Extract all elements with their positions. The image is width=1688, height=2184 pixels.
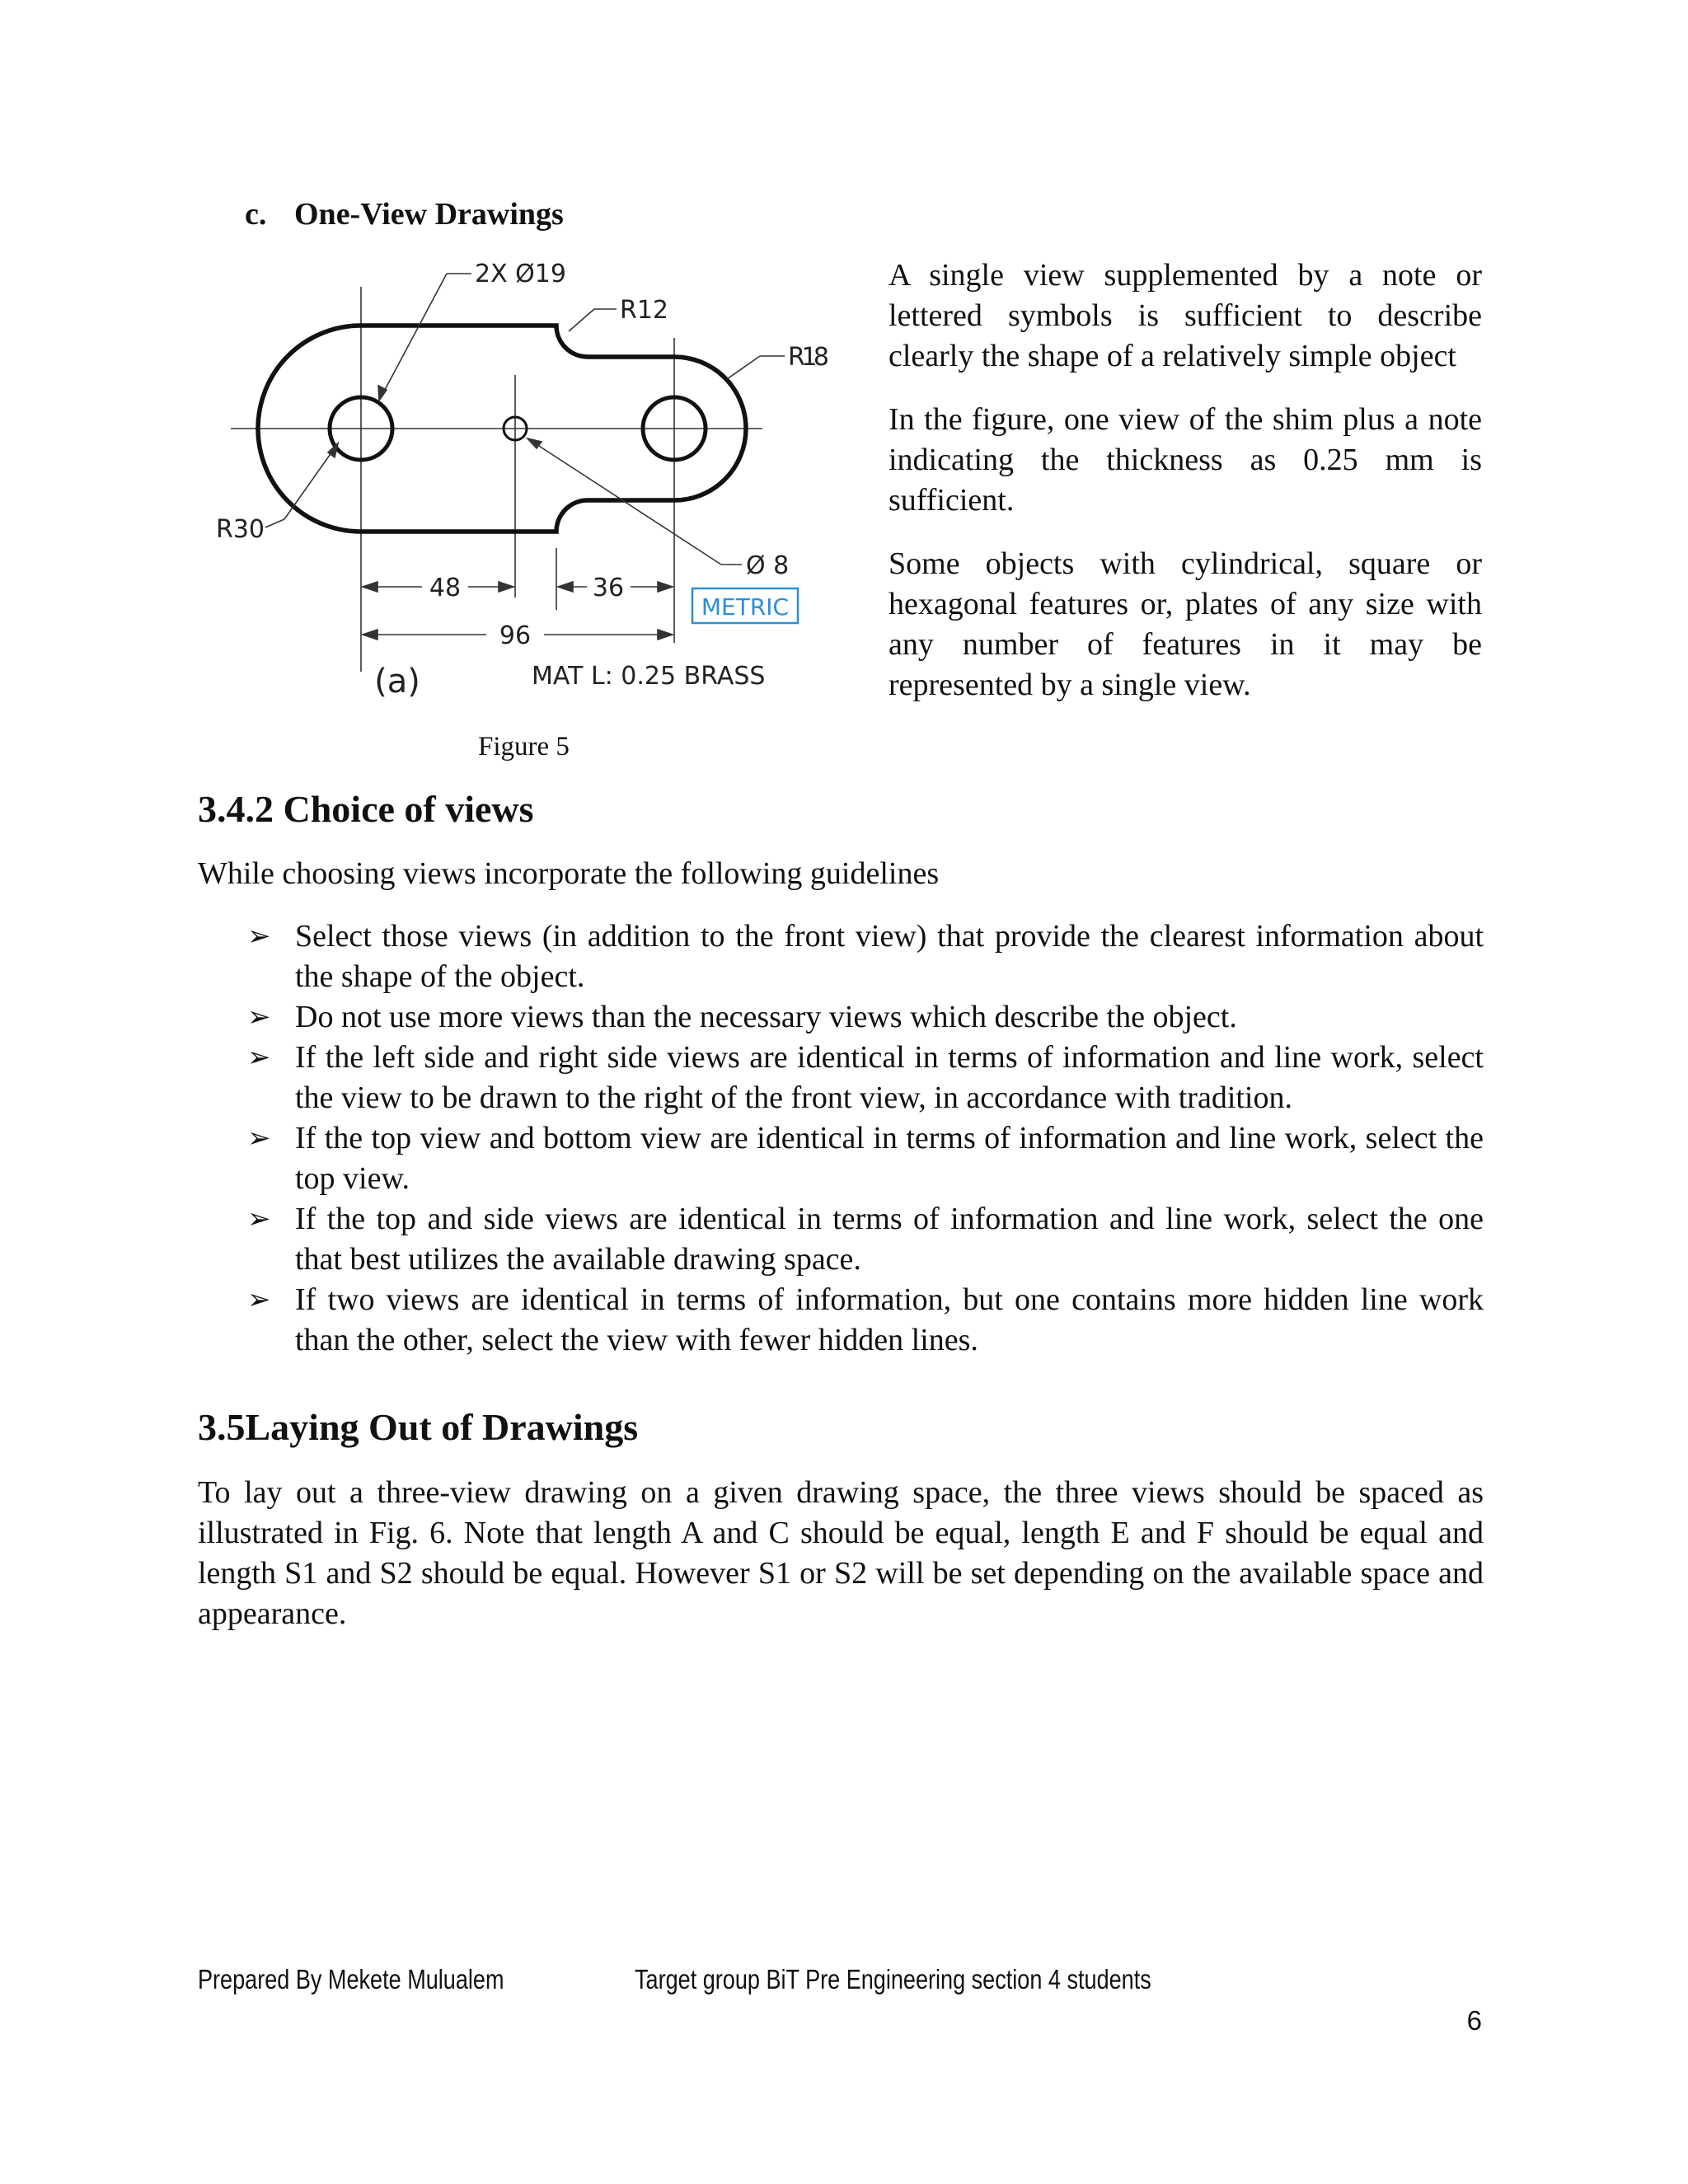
arrow-48-right <box>499 582 513 592</box>
arrow-bullet-icon: ➢ <box>247 1283 271 1316</box>
label-r18: R18 <box>788 343 829 372</box>
footer-author: Prepared By Mekete Mulualem <box>198 1964 504 1994</box>
centerlines <box>231 287 762 672</box>
guidelines-list <box>198 916 1484 1361</box>
arrow-96-right <box>658 630 673 640</box>
list-item <box>198 1038 1484 1118</box>
leader-holes <box>379 274 447 401</box>
label-holes: 2X Ø19 <box>475 260 566 288</box>
section-c-title: One-View Drawings <box>294 197 564 232</box>
arrow-bullet-icon: ➢ <box>247 1041 271 1074</box>
label-view-a: (a) <box>374 663 420 701</box>
section-35-paragraph: To lay out a three-view drawing on a given drawing space, the three views should be spaced as illustrated in Fig. 6. Note that length A and C should be equal, length E and F should be equal and length S1 and S2 should be equal. However S1 or S2 will be set depending on the available space and appearance. <box>198 1475 1484 1631</box>
label-r12: R12 <box>620 296 669 325</box>
section-342-heading: 3.4.2 Choice of views <box>198 788 534 830</box>
list-item <box>198 916 1484 997</box>
arrow-bullet-icon: ➢ <box>247 1001 271 1033</box>
arrow-36-right <box>658 582 673 592</box>
arrow-48-left <box>363 582 377 592</box>
arrow-bullet-icon: ➢ <box>247 920 271 953</box>
list-item <box>198 1199 1484 1280</box>
label-hole8: Ø 8 <box>746 551 790 580</box>
arrow-96-left <box>363 630 377 640</box>
figure-caption: Figure 5 <box>478 732 570 762</box>
side-paragraph-1: A single view supplemented by a note or lettered symbols is sufficient to describe clearly the shape of a relatively simple object <box>889 258 1482 373</box>
side-paragraph-3: Some objects with cylindrical, square or hexagonal features or, plates of any size with any number of features in it may be represented by a single view. <box>889 546 1482 702</box>
leader-r18 <box>727 356 760 379</box>
list-item-text: If two views are identical in terms of information, but one contains more hidden line work than the other, select the view with fewer hidden lines. <box>295 1282 1484 1357</box>
leader-r30-tail <box>265 519 284 527</box>
arrow-bullet-icon: ➢ <box>247 1202 271 1235</box>
list-item-text: Select those views (in addition to the front view) that provide the clearest information about the shape of the object. <box>295 919 1484 994</box>
list-item <box>198 1118 1484 1199</box>
arrow-36-left <box>558 582 573 592</box>
page-number: 6 <box>1466 2005 1482 2036</box>
leader-r30 <box>284 443 338 519</box>
footer-target-group: Target group BiT Pre Engineering section 4 students <box>635 1964 1151 1994</box>
list-item <box>198 997 1484 1038</box>
label-36: 36 <box>592 574 625 602</box>
leader-r12 <box>569 309 594 331</box>
list-item-text: If the top and side views are identical in terms of information and line work, select the one that best utilizes the available drawing space. <box>295 1202 1484 1277</box>
side-text <box>889 255 1482 729</box>
side-paragraph-2: In the figure, one view of the shim plus a note indicating the thickness as 0.25 mm is sufficient. <box>889 402 1482 518</box>
arrow-bullet-icon: ➢ <box>247 1122 271 1155</box>
label-96: 96 <box>499 621 532 650</box>
section-c-heading <box>245 196 564 232</box>
list-item-text: Do not use more views than the necessary views which describe the object. <box>295 1000 1237 1034</box>
label-r30: R30 <box>216 515 265 544</box>
list-item <box>198 1280 1484 1361</box>
label-48: 48 <box>429 574 462 602</box>
section-c-letter: c. <box>245 197 267 232</box>
list-item-text: If the top view and bottom view are identical in terms of information and line work, select the top view. <box>295 1121 1484 1196</box>
list-item-text: If the left side and right side views are identical in terms of information and line work, select the view to be drawn to the right of the front view, in accordance with tradition. <box>295 1040 1484 1115</box>
leader-hole8 <box>528 438 721 565</box>
section-342-intro: While choosing views incorporate the following guidelines <box>198 856 940 891</box>
label-metric: METRIC <box>701 593 790 621</box>
figure-5 <box>214 247 832 725</box>
label-material: MAT L: 0.25 BRASS <box>532 662 766 691</box>
shim-drawing <box>214 247 832 725</box>
section-35-heading: 3.5Laying Out of Drawings <box>198 1406 639 1448</box>
